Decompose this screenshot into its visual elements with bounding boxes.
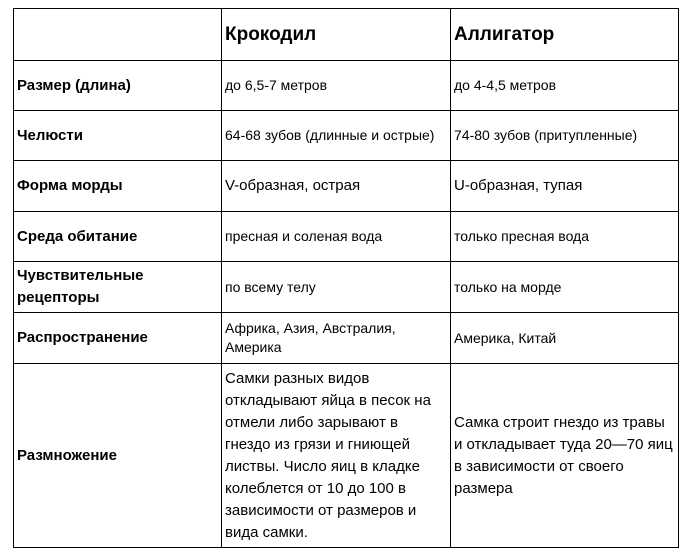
table-row: [14, 313, 679, 364]
comparison-table: [13, 8, 679, 548]
row-label: Среда обитание: [14, 212, 222, 262]
alligator-cell: U-образная, тупая: [451, 161, 679, 212]
alligator-cell: Америка, Китай: [451, 313, 679, 364]
table-row: [14, 161, 679, 212]
table-header-row: [14, 9, 679, 61]
table-row: [14, 364, 679, 548]
crocodile-cell: по всему телу: [222, 262, 451, 313]
table-row: [14, 262, 679, 313]
header-empty-cell: [14, 9, 222, 61]
table-row: [14, 61, 679, 111]
header-crocodile: Крокодил: [222, 9, 451, 61]
alligator-cell: до 4-4,5 метров: [451, 61, 679, 111]
crocodile-cell: до 6,5-7 метров: [222, 61, 451, 111]
crocodile-cell: Самки разных видов откладывают яйца в песок на отмели либо зарывают в гнездо из грязи и гниющей листвы. Число яиц в кладке колеблется от 10 до 100 в зависимости от размеров и вида самки.: [222, 364, 451, 548]
alligator-cell: Самка строит гнездо из травы и откладывает туда 20—70 яиц в зависимости от своего размера: [451, 364, 679, 548]
crocodile-cell: пресная и соленая вода: [222, 212, 451, 262]
row-label: Челюсти: [14, 111, 222, 161]
header-alligator: Аллигатор: [451, 9, 679, 61]
crocodile-cell: Африка, Азия, Австралия, Америка: [222, 313, 451, 364]
row-label: Форма морды: [14, 161, 222, 212]
alligator-cell: только на морде: [451, 262, 679, 313]
row-label: Размер (длина): [14, 61, 222, 111]
alligator-cell: только пресная вода: [451, 212, 679, 262]
row-label: Размножение: [14, 364, 222, 548]
row-label: Распространение: [14, 313, 222, 364]
alligator-cell: 74-80 зубов (притупленные): [451, 111, 679, 161]
crocodile-cell: V-образная, острая: [222, 161, 451, 212]
table-row: [14, 111, 679, 161]
row-label: Чувствительные рецепторы: [14, 262, 222, 313]
crocodile-cell: 64-68 зубов (длинные и острые): [222, 111, 451, 161]
table-row: [14, 212, 679, 262]
